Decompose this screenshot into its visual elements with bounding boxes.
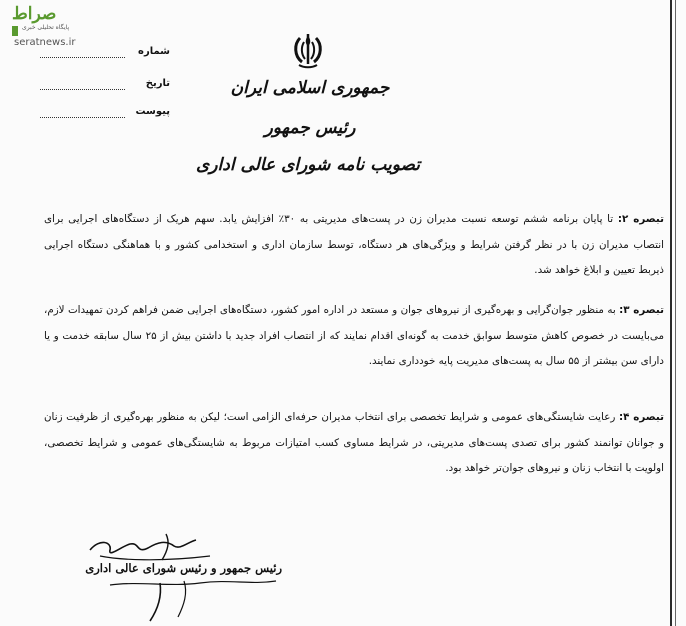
seratnews-watermark [0,0,110,50]
signatory-title: رئیس جمهور و رئیس شورای عالی اداری [85,561,282,575]
document-title: تصویب نامه شورای عالی اداری [196,155,420,175]
date-label: تاریخ [145,78,170,89]
note-4-text: رعایت شایستگی‌های عمومی و شرایط تخصصی برای انتخاب مدیران حرفه‌ای الزامی است؛ لیکن به منظور بهره‌گیری از ظرفیت زنان و جوانان توانمند کشور برای تصدی پست‌های مدیریتی، در شرایط مساوی کسب امتیازات مربوط به شایستگی‌های عمومی و شرایط تخصصی، اولویت با انتخاب زنان و نیروهای جوان‌تر خواهد بود. [44,411,664,474]
note-2-paragraph [44,207,664,284]
note-3-text: به منظور جوان‌گرایی و بهره‌گیری از نیروهای جوان و مستعد در اداره امور کشور، دستگاه‌های اجرایی ضمن فراهم کردن تمهیدات لازم، می‌بایست در خصوص کاهش متوسط سوابق خدمت به گونه‌ای اقدام نمایند که از انتصاب افراد جدید با داشتن بیش از ۲۵ سال سابقه خدمت و یا دارای سن بیشتر از ۵۵ سال به پست‌های مدیریت پایه خودداری نمایند. [44,304,664,367]
watermark-logo: صراط [12,4,57,24]
number-field [40,46,170,60]
page-edge-line [670,0,672,626]
note-4-paragraph [44,405,664,482]
note-3-title: تبصره ۳: [619,304,664,316]
date-field [40,78,170,92]
president-heading: رئیس جمهور [264,118,356,138]
note-3-paragraph [44,298,664,375]
signature-flourish [100,575,290,625]
watermark-tagline: پایگاه تحلیلی خبری [22,24,70,31]
date-dotted-line [40,89,125,90]
note-2-text: تا پایان برنامه ششم توسعه نسبت مدیران زن در پست‌های مدیریتی به ۳۰٪ افزایش یابد. سهم هریک از دستگاه‌های اجرایی برای انتصاب مدیران زن با در نظر گرفتن شرایط و ویژگی‌های هر دستگاه، توسط سازمان اداری و استخدامی کشور و با هماهنگی دستگاه اجرایی ذیربط تعیین و ابلاغ خواهد شد. [44,213,664,276]
note-2-title: تبصره ۲: [617,213,664,225]
note-4-title: تبصره ۴: [618,411,664,423]
number-label: شماره [138,46,170,57]
page-edge-line-inner [675,0,676,626]
attachment-dotted-line [40,117,125,118]
attachment-label: پیوست [135,106,170,117]
watermark-mark-icon [12,26,18,36]
watermark-url: seratnews.ir [14,37,76,48]
attachment-field [40,106,170,120]
republic-heading: جمهوری اسلامی ایران [230,78,390,98]
iran-emblem-icon [286,30,330,74]
number-dotted-line [40,57,125,58]
